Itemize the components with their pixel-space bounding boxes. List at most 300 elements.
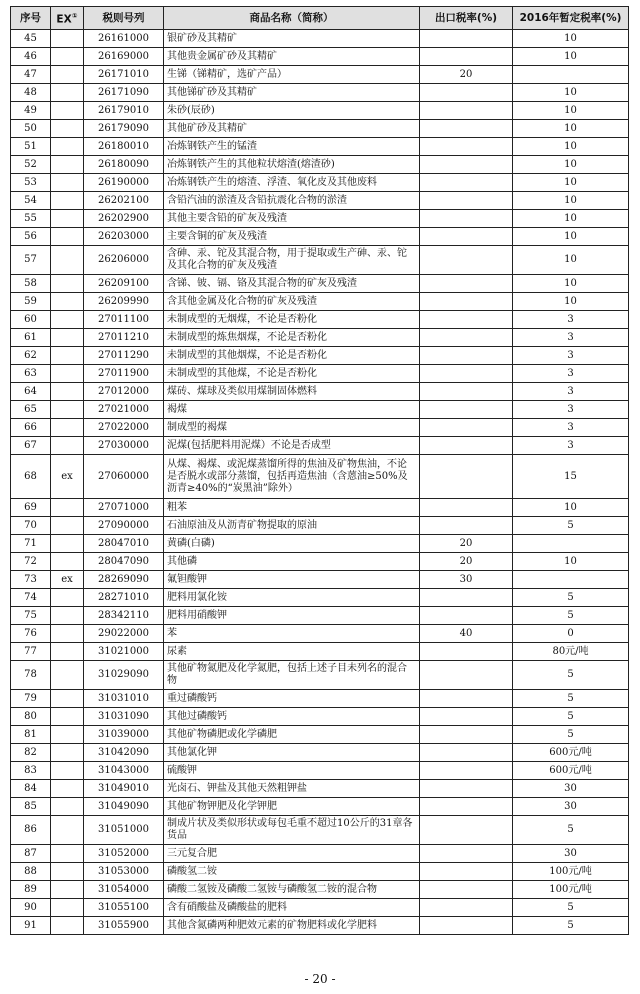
cell-export-rate	[420, 228, 513, 246]
cell-seq: 75	[11, 607, 51, 625]
header-ex	[51, 7, 84, 30]
table-row	[11, 293, 629, 311]
table-body	[11, 30, 629, 935]
cell-ex	[51, 499, 84, 517]
cell-seq: 85	[11, 798, 51, 816]
table-row	[11, 138, 629, 156]
cell-ex	[51, 329, 84, 347]
table-row	[11, 401, 629, 419]
table-row	[11, 917, 629, 935]
cell-seq: 83	[11, 762, 51, 780]
cell-ex	[51, 917, 84, 935]
cell-name: 其他主要含铅的矿灰及残渣	[164, 210, 420, 228]
cell-code: 31049090	[84, 798, 164, 816]
cell-seq: 79	[11, 690, 51, 708]
table-row	[11, 690, 629, 708]
cell-temp-rate: 5	[513, 708, 629, 726]
cell-name: 含其他金属及化合物的矿灰及残渣	[164, 293, 420, 311]
cell-ex	[51, 535, 84, 553]
cell-name: 制成型的褐煤	[164, 419, 420, 437]
cell-temp-rate: 600元/吨	[513, 762, 629, 780]
cell-name: 未制成型的无烟煤，不论是否粉化	[164, 311, 420, 329]
cell-code: 28271010	[84, 589, 164, 607]
cell-ex	[51, 661, 84, 690]
cell-seq: 51	[11, 138, 51, 156]
cell-ex	[51, 625, 84, 643]
cell-name: 其他含氮磷两种肥效元素的矿物肥料或化学肥料	[164, 917, 420, 935]
cell-temp-rate: 10	[513, 138, 629, 156]
cell-seq: 63	[11, 365, 51, 383]
cell-name: 生锑（锑精矿，选矿产品）	[164, 66, 420, 84]
cell-seq: 82	[11, 744, 51, 762]
cell-export-rate	[420, 863, 513, 881]
cell-ex	[51, 246, 84, 275]
table-row	[11, 455, 629, 499]
cell-name: 其他矿物钾肥及化学钾肥	[164, 798, 420, 816]
cell-ex: ex	[51, 455, 84, 499]
cell-seq: 90	[11, 899, 51, 917]
table-header-row	[11, 7, 629, 30]
cell-temp-rate: 3	[513, 365, 629, 383]
cell-export-rate	[420, 816, 513, 845]
cell-temp-rate: 10	[513, 210, 629, 228]
cell-code: 31055100	[84, 899, 164, 917]
cell-ex	[51, 275, 84, 293]
cell-export-rate	[420, 383, 513, 401]
cell-seq: 78	[11, 661, 51, 690]
header-ex-note: ①	[71, 12, 78, 21]
cell-seq: 81	[11, 726, 51, 744]
cell-ex	[51, 517, 84, 535]
cell-export-rate	[420, 499, 513, 517]
cell-seq: 60	[11, 311, 51, 329]
cell-export-rate: 20	[420, 553, 513, 571]
cell-code: 31052000	[84, 845, 164, 863]
table-row	[11, 499, 629, 517]
table-row	[11, 102, 629, 120]
cell-export-rate	[420, 780, 513, 798]
cell-export-rate	[420, 293, 513, 311]
cell-seq: 87	[11, 845, 51, 863]
cell-code: 29022000	[84, 625, 164, 643]
cell-seq: 67	[11, 437, 51, 455]
table-row	[11, 899, 629, 917]
cell-temp-rate: 600元/吨	[513, 744, 629, 762]
table-row	[11, 535, 629, 553]
cell-temp-rate: 30	[513, 845, 629, 863]
table-row	[11, 517, 629, 535]
table-row	[11, 275, 629, 293]
cell-temp-rate: 10	[513, 48, 629, 66]
cell-temp-rate: 10	[513, 499, 629, 517]
cell-ex	[51, 293, 84, 311]
cell-ex	[51, 643, 84, 661]
cell-code: 27011210	[84, 329, 164, 347]
cell-code: 26209990	[84, 293, 164, 311]
cell-export-rate	[420, 174, 513, 192]
cell-export-rate	[420, 517, 513, 535]
cell-temp-rate: 10	[513, 120, 629, 138]
cell-name: 未制成型的炼焦烟煤，不论是否粉化	[164, 329, 420, 347]
cell-export-rate	[420, 661, 513, 690]
cell-export-rate	[420, 84, 513, 102]
cell-ex	[51, 899, 84, 917]
cell-ex	[51, 365, 84, 383]
cell-export-rate	[420, 643, 513, 661]
cell-code: 27030000	[84, 437, 164, 455]
cell-ex	[51, 347, 84, 365]
cell-temp-rate: 5	[513, 917, 629, 935]
cell-name: 煤砖、煤球及类似用煤制固体燃料	[164, 383, 420, 401]
cell-seq: 76	[11, 625, 51, 643]
cell-export-rate	[420, 762, 513, 780]
cell-name: 含砷、汞、铊及其混合物，用于提取或生产砷、汞、铊及其化合物的矿灰及残渣	[164, 246, 420, 275]
cell-temp-rate: 5	[513, 517, 629, 535]
page-number: - 20 -	[304, 972, 336, 986]
cell-export-rate	[420, 138, 513, 156]
cell-ex	[51, 401, 84, 419]
cell-export-rate	[420, 690, 513, 708]
cell-name: 苯	[164, 625, 420, 643]
table-row	[11, 589, 629, 607]
cell-ex	[51, 419, 84, 437]
cell-code: 27060000	[84, 455, 164, 499]
cell-temp-rate: 10	[513, 156, 629, 174]
cell-temp-rate: 5	[513, 661, 629, 690]
cell-temp-rate: 10	[513, 246, 629, 275]
cell-temp-rate: 3	[513, 347, 629, 365]
cell-ex	[51, 66, 84, 84]
table-row	[11, 120, 629, 138]
table-row	[11, 311, 629, 329]
cell-name: 未制成型的其他煤，不论是否粉化	[164, 365, 420, 383]
cell-ex	[51, 816, 84, 845]
cell-temp-rate: 10	[513, 84, 629, 102]
cell-temp-rate: 30	[513, 780, 629, 798]
cell-ex	[51, 138, 84, 156]
cell-export-rate	[420, 210, 513, 228]
cell-temp-rate: 3	[513, 311, 629, 329]
cell-code: 31039000	[84, 726, 164, 744]
cell-temp-rate: 10	[513, 275, 629, 293]
cell-name: 光卤石、钾盐及其他天然粗钾盐	[164, 780, 420, 798]
table-row	[11, 228, 629, 246]
cell-seq: 58	[11, 275, 51, 293]
cell-name: 其他锑矿砂及其精矿	[164, 84, 420, 102]
cell-code: 27011900	[84, 365, 164, 383]
cell-seq: 88	[11, 863, 51, 881]
cell-export-rate	[420, 437, 513, 455]
cell-export-rate	[420, 455, 513, 499]
cell-ex	[51, 589, 84, 607]
table-row	[11, 419, 629, 437]
table-row	[11, 780, 629, 798]
cell-code: 26179090	[84, 120, 164, 138]
cell-ex	[51, 607, 84, 625]
cell-name: 冶炼钢铁产生的熔渣、浮渣、氧化皮及其他废料	[164, 174, 420, 192]
header-ex-label: EX	[56, 13, 72, 26]
cell-ex	[51, 845, 84, 863]
cell-ex	[51, 798, 84, 816]
cell-code: 26169000	[84, 48, 164, 66]
cell-name: 其他矿物磷肥或化学磷肥	[164, 726, 420, 744]
cell-export-rate	[420, 726, 513, 744]
cell-name: 主要含铜的矿灰及残渣	[164, 228, 420, 246]
table-row	[11, 30, 629, 48]
cell-export-rate	[420, 881, 513, 899]
table-row	[11, 726, 629, 744]
cell-ex	[51, 120, 84, 138]
cell-code: 26202100	[84, 192, 164, 210]
cell-temp-rate: 10	[513, 192, 629, 210]
cell-ex	[51, 192, 84, 210]
cell-name: 朱砂(辰砂)	[164, 102, 420, 120]
cell-code: 27011100	[84, 311, 164, 329]
cell-ex	[51, 780, 84, 798]
cell-code: 27022000	[84, 419, 164, 437]
cell-ex	[51, 744, 84, 762]
cell-code: 31042090	[84, 744, 164, 762]
cell-seq: 53	[11, 174, 51, 192]
cell-name: 其他贵金属矿砂及其精矿	[164, 48, 420, 66]
cell-seq: 59	[11, 293, 51, 311]
cell-seq: 57	[11, 246, 51, 275]
table-row	[11, 553, 629, 571]
cell-ex	[51, 102, 84, 120]
cell-name: 硫酸钾	[164, 762, 420, 780]
cell-code: 31029090	[84, 661, 164, 690]
cell-ex	[51, 228, 84, 246]
tariff-table	[10, 6, 629, 935]
cell-seq: 91	[11, 917, 51, 935]
cell-export-rate	[420, 744, 513, 762]
cell-name: 肥料用氯化铵	[164, 589, 420, 607]
table-row	[11, 881, 629, 899]
cell-export-rate: 20	[420, 535, 513, 553]
cell-export-rate	[420, 192, 513, 210]
table-row	[11, 571, 629, 589]
cell-code: 31043000	[84, 762, 164, 780]
cell-export-rate	[420, 365, 513, 383]
table-row	[11, 437, 629, 455]
cell-name: 其他矿物氮肥及化学氮肥，包括上述子目未列名的混合物	[164, 661, 420, 690]
cell-export-rate	[420, 48, 513, 66]
cell-ex	[51, 690, 84, 708]
table-row	[11, 661, 629, 690]
cell-name: 冶炼钢铁产生的其他粒状熔渣(熔渣砂)	[164, 156, 420, 174]
cell-name: 三元复合肥	[164, 845, 420, 863]
cell-name: 石油原油及从沥青矿物提取的原油	[164, 517, 420, 535]
cell-code: 28342110	[84, 607, 164, 625]
cell-export-rate	[420, 156, 513, 174]
cell-ex	[51, 553, 84, 571]
cell-seq: 62	[11, 347, 51, 365]
cell-export-rate	[420, 120, 513, 138]
table-row	[11, 798, 629, 816]
cell-name: 肥料用硝酸钾	[164, 607, 420, 625]
cell-name: 冶炼钢铁产生的锰渣	[164, 138, 420, 156]
cell-export-rate: 40	[420, 625, 513, 643]
table-row	[11, 643, 629, 661]
cell-seq: 64	[11, 383, 51, 401]
cell-export-rate: 20	[420, 66, 513, 84]
cell-temp-rate: 100元/吨	[513, 863, 629, 881]
table-row	[11, 816, 629, 845]
cell-code: 26206000	[84, 246, 164, 275]
cell-code: 31055900	[84, 917, 164, 935]
cell-temp-rate: 10	[513, 228, 629, 246]
cell-export-rate	[420, 275, 513, 293]
cell-temp-rate: 5	[513, 726, 629, 744]
table-row	[11, 762, 629, 780]
cell-temp-rate	[513, 571, 629, 589]
cell-code: 26171090	[84, 84, 164, 102]
cell-name: 含有硝酸盐及磷酸盐的肥料	[164, 899, 420, 917]
cell-temp-rate: 30	[513, 798, 629, 816]
cell-seq: 54	[11, 192, 51, 210]
cell-seq: 49	[11, 102, 51, 120]
cell-temp-rate: 5	[513, 607, 629, 625]
header-name: 商品名称（简称）	[164, 7, 420, 30]
cell-export-rate	[420, 30, 513, 48]
header-code: 税则号列	[84, 7, 164, 30]
cell-code: 27071000	[84, 499, 164, 517]
cell-code: 26202900	[84, 210, 164, 228]
cell-code: 28269090	[84, 571, 164, 589]
cell-ex	[51, 156, 84, 174]
cell-export-rate	[420, 329, 513, 347]
cell-code: 26209100	[84, 275, 164, 293]
table-row	[11, 744, 629, 762]
table-row	[11, 365, 629, 383]
cell-export-rate	[420, 899, 513, 917]
cell-temp-rate: 5	[513, 899, 629, 917]
cell-code: 27012000	[84, 383, 164, 401]
cell-temp-rate	[513, 535, 629, 553]
cell-seq: 69	[11, 499, 51, 517]
cell-export-rate	[420, 246, 513, 275]
table-row	[11, 625, 629, 643]
cell-ex	[51, 210, 84, 228]
table-row	[11, 329, 629, 347]
cell-seq: 80	[11, 708, 51, 726]
table-row	[11, 383, 629, 401]
cell-ex	[51, 48, 84, 66]
cell-ex	[51, 174, 84, 192]
header-export-rate: 出口税率(%)	[420, 7, 513, 30]
table-row	[11, 156, 629, 174]
cell-code: 27021000	[84, 401, 164, 419]
cell-seq: 66	[11, 419, 51, 437]
cell-seq: 65	[11, 401, 51, 419]
table-row	[11, 347, 629, 365]
table-row	[11, 48, 629, 66]
cell-temp-rate: 80元/吨	[513, 643, 629, 661]
header-seq: 序号	[11, 7, 51, 30]
cell-name: 从煤、褐煤、或泥煤蒸馏所得的焦油及矿物焦油，不论是否脱水或部分蒸馏，包括再造焦油（含蒽油≥50%及沥青≥40%的“炭黑油”除外）	[164, 455, 420, 499]
cell-name: 尿素	[164, 643, 420, 661]
cell-code: 31021000	[84, 643, 164, 661]
table-row	[11, 708, 629, 726]
table-row	[11, 863, 629, 881]
cell-export-rate	[420, 102, 513, 120]
cell-code: 31053000	[84, 863, 164, 881]
cell-ex	[51, 762, 84, 780]
cell-seq: 56	[11, 228, 51, 246]
cell-name: 褐煤	[164, 401, 420, 419]
table-row	[11, 210, 629, 228]
cell-temp-rate: 3	[513, 419, 629, 437]
cell-seq: 86	[11, 816, 51, 845]
cell-seq: 73	[11, 571, 51, 589]
cell-temp-rate: 5	[513, 690, 629, 708]
cell-name: 其他过磷酸钙	[164, 708, 420, 726]
cell-seq: 71	[11, 535, 51, 553]
cell-export-rate	[420, 401, 513, 419]
cell-export-rate	[420, 845, 513, 863]
cell-temp-rate	[513, 66, 629, 84]
table-row	[11, 246, 629, 275]
cell-code: 26179010	[84, 102, 164, 120]
cell-seq: 89	[11, 881, 51, 899]
cell-temp-rate: 5	[513, 816, 629, 845]
cell-name: 其他矿砂及其精矿	[164, 120, 420, 138]
cell-temp-rate: 10	[513, 553, 629, 571]
cell-export-rate	[420, 347, 513, 365]
cell-temp-rate: 5	[513, 589, 629, 607]
cell-temp-rate: 10	[513, 174, 629, 192]
cell-temp-rate: 0	[513, 625, 629, 643]
cell-name: 银矿砂及其精矿	[164, 30, 420, 48]
cell-name: 制成片状及类似形状或每包毛重不超过10公斤的31章各货品	[164, 816, 420, 845]
cell-temp-rate: 3	[513, 329, 629, 347]
cell-temp-rate: 10	[513, 102, 629, 120]
cell-code: 31051000	[84, 816, 164, 845]
cell-temp-rate: 15	[513, 455, 629, 499]
cell-name: 黄磷(白磷)	[164, 535, 420, 553]
cell-code: 31049010	[84, 780, 164, 798]
header-temp-rate: 2016年暂定税率(%)	[513, 7, 629, 30]
cell-name: 磷酸氢二铵	[164, 863, 420, 881]
cell-export-rate	[420, 917, 513, 935]
cell-ex	[51, 726, 84, 744]
cell-code: 26190000	[84, 174, 164, 192]
table-row	[11, 607, 629, 625]
cell-name: 含铅汽油的淤渣及含铅抗震化合物的淤渣	[164, 192, 420, 210]
table-row	[11, 174, 629, 192]
cell-name: 粗苯	[164, 499, 420, 517]
cell-export-rate: 30	[420, 571, 513, 589]
cell-temp-rate: 3	[513, 437, 629, 455]
cell-name: 氟钽酸钾	[164, 571, 420, 589]
cell-seq: 50	[11, 120, 51, 138]
cell-name: 磷酸二氢铵及磷酸二氢铵与磷酸氢二铵的混合物	[164, 881, 420, 899]
cell-code: 27011290	[84, 347, 164, 365]
cell-seq: 46	[11, 48, 51, 66]
cell-ex	[51, 863, 84, 881]
table-row	[11, 66, 629, 84]
cell-name: 重过磷酸钙	[164, 690, 420, 708]
cell-seq: 48	[11, 84, 51, 102]
cell-code: 26161000	[84, 30, 164, 48]
cell-ex	[51, 708, 84, 726]
cell-ex	[51, 30, 84, 48]
table-row	[11, 845, 629, 863]
cell-seq: 45	[11, 30, 51, 48]
cell-code: 26203000	[84, 228, 164, 246]
cell-seq: 77	[11, 643, 51, 661]
cell-export-rate	[420, 607, 513, 625]
